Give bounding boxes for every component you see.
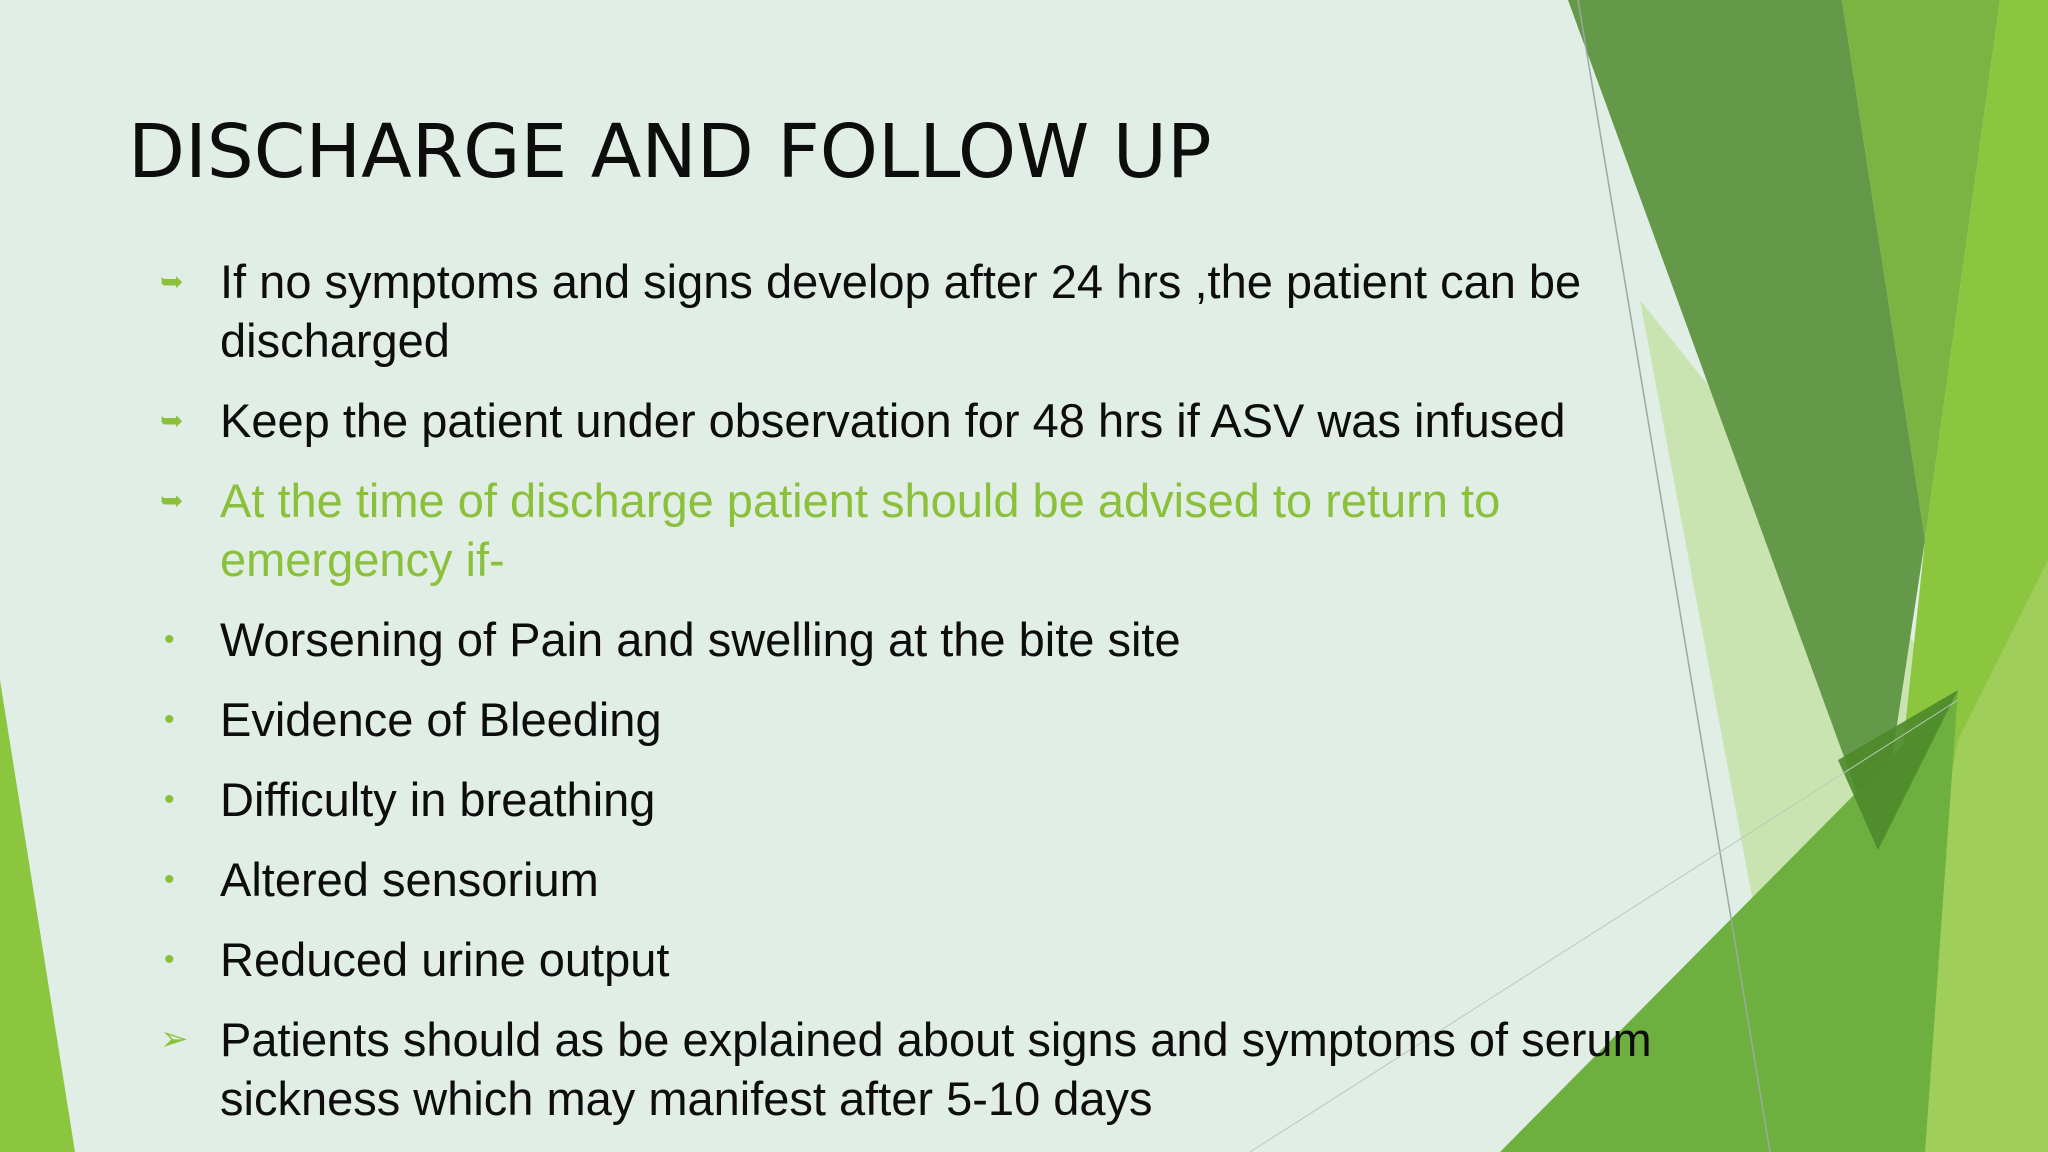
bullet-text: Altered sensorium	[220, 853, 599, 906]
arrow-bullet-icon: ➥	[160, 405, 184, 436]
bullet-item	[160, 690, 1660, 749]
bullet-item	[160, 850, 1660, 909]
bullet-text: Worsening of Pain and swelling at the bite site	[220, 613, 1181, 666]
bullet-item	[160, 1010, 1660, 1128]
bullet-text: Difficulty in breathing	[220, 773, 656, 826]
bullet-item	[160, 610, 1660, 669]
bullet-text: If no symptoms and signs develop after 24 hrs ,the patient can be discharged	[220, 255, 1582, 367]
arrow-bullet-icon: ➥	[160, 485, 184, 516]
bullet-text: At the time of discharge patient should be advised to return to emergency if-	[220, 474, 1501, 586]
bullet-item	[160, 770, 1660, 829]
bullet-list	[160, 252, 1660, 1149]
bullet-item	[160, 391, 1660, 450]
bullet-text: Evidence of Bleeding	[220, 693, 662, 746]
chevron-bullet-icon: ➢	[160, 1020, 189, 1058]
dot-bullet-icon: •	[164, 943, 175, 976]
bullet-item	[160, 930, 1660, 989]
dot-bullet-icon: •	[164, 783, 175, 816]
left-accent-shape	[0, 680, 75, 1152]
dot-bullet-icon: •	[164, 863, 175, 896]
bullet-item	[160, 252, 1660, 370]
dot-bullet-icon: •	[164, 623, 175, 656]
bullet-text: Reduced urine output	[220, 933, 670, 986]
bullet-text: Patients should as be explained about signs and symptoms of serum sickness which may manifest after 5-10 days	[220, 1013, 1652, 1125]
arrow-bullet-icon: ➥	[160, 266, 184, 297]
bullet-text: Keep the patient under observation for 48 hrs if ASV was infused	[220, 394, 1566, 447]
slide-title: DISCHARGE AND FOLLOW UP	[128, 109, 1212, 195]
dot-bullet-icon: •	[164, 703, 175, 736]
bullet-item-highlighted	[160, 471, 1660, 589]
